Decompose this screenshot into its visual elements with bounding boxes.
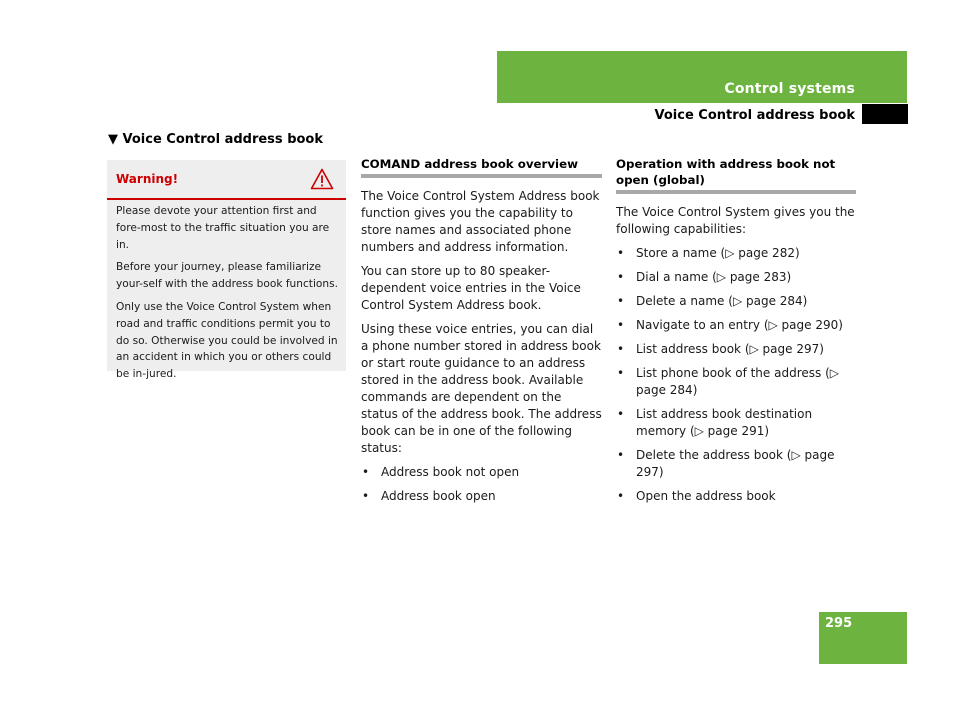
overview-paragraph: You can store up to 80 speaker-dependent voice entries in the Voice Control System Address book. [361,264,581,312]
bullet-glyph: • [362,489,370,503]
bullet-glyph: • [617,342,625,356]
global-operation-intro: The Voice Control System gives you the following capabilities: [616,205,855,236]
section-title: ▼ Voice Control address book [108,132,324,147]
overview-heading: COMAND address book overview [361,156,602,178]
warning-label: Warning! [116,172,179,186]
section-tab-marker [862,104,908,124]
list-item [616,488,856,505]
header-bar [497,51,907,103]
bullet-glyph: • [617,448,625,462]
warning-body [107,200,346,383]
overview-paragraph: The Voice Control System Address book function gives you the capability to store names and associated phone numbers and address information. [361,189,600,254]
list-item [616,245,856,262]
list-item [616,341,856,358]
list-item-text: Delete the address book (▷ page 297) [636,448,835,479]
list-item-text: Navigate to an entry (▷ page 290) [636,318,843,332]
bullet-glyph: • [617,366,625,380]
list-item [616,447,856,481]
bullet-glyph: • [362,465,370,479]
global-operation-column [616,156,856,512]
bullet-glyph: • [617,246,625,260]
list-item-text: List phone book of the address (▷ page 284) [636,366,839,397]
bullet-glyph: • [617,294,625,308]
bullet-glyph: • [617,407,625,421]
header-section-title: Control systems [724,81,855,97]
page-number: 295 [825,616,853,631]
warning-box [107,160,346,381]
list-item-text: Address book not open [381,465,520,479]
list-item [616,365,856,399]
list-item-text: Open the address book [636,489,776,503]
warning-header [107,160,346,200]
list-item-text: Delete a name (▷ page 284) [636,294,808,308]
page-number-box [819,612,907,664]
capabilities-list [616,245,856,505]
list-item [361,488,602,505]
list-item [616,406,856,440]
list-item-text: Dial a name (▷ page 283) [636,270,792,284]
overview-paragraph: Using these voice entries, you can dial a phone number stored in address book or start route guidance to an address stored in the address book. Available commands are dependent on the status of the address book. The address book can be in one of the following status: [361,322,602,455]
bullet-glyph: • [617,318,625,332]
bullet-glyph: • [617,270,625,284]
list-item-text: List address book (▷ page 297) [636,342,824,356]
warning-paragraph: Please devote your attention first and fore-most to the traffic situation you are in. [116,205,330,251]
list-item [616,269,856,286]
list-item-text: Address book open [381,489,496,503]
warning-paragraph: Before your journey, please familiarize your-self with the address book functions. [116,261,338,291]
global-operation-heading: Operation with address book not open (global) [616,156,856,194]
header-subsection-title: Voice Control address book [654,108,855,123]
bullet-glyph: • [617,489,625,503]
list-item [361,464,602,481]
status-list [361,464,602,505]
list-item-text: Store a name (▷ page 282) [636,246,800,260]
warning-paragraph: Only use the Voice Control System when road and traffic conditions permit you to do so. Otherwise you could be involved in an accident in which you or others could be in-jured. [116,300,338,381]
address-book-overview-column [361,156,602,512]
list-item [616,293,856,310]
warning-triangle-icon [310,168,334,190]
list-item [616,317,856,334]
list-item-text: List address book destination memory (▷ page 291) [636,407,813,438]
